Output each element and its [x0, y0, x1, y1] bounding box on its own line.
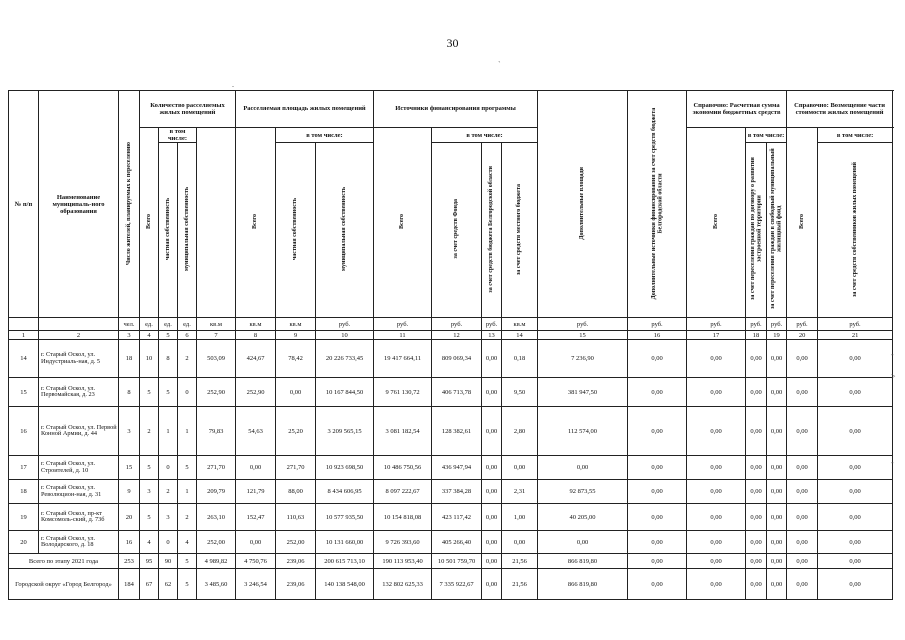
table-cell: 0,00	[818, 407, 893, 456]
table-cell: 3	[140, 480, 159, 504]
table-cell: 0,00	[538, 456, 628, 480]
col-number: 4	[140, 331, 159, 340]
table-cell: 0	[159, 456, 178, 480]
table-cell: 78,42	[276, 340, 316, 378]
table-cell: 92 873,55	[538, 480, 628, 504]
table-cell: 0,00	[687, 531, 746, 554]
table-cell: 9 761 130,72	[374, 378, 432, 407]
total-cell: 21,56	[502, 569, 538, 600]
table-cell: 0,00	[746, 504, 767, 531]
table-cell: 424,67	[236, 340, 276, 378]
unit-cell: руб.	[787, 318, 818, 331]
header-fin-fund: за счет средств Фонда	[453, 199, 460, 260]
header-area-incl: в том числе:	[276, 128, 374, 143]
unit-cell: ед.	[140, 318, 159, 331]
table-cell: 0,00	[767, 480, 787, 504]
table-row	[9, 378, 893, 407]
table-cell: 5	[140, 378, 159, 407]
table-cell: 0,00	[502, 531, 538, 554]
table-cell: 25,20	[276, 407, 316, 456]
col-number: 20	[787, 331, 818, 340]
table-cell: 79,83	[197, 407, 236, 456]
table-cell: 0	[178, 378, 197, 407]
table-cell: 10 577 935,50	[316, 504, 374, 531]
table-cell: 0,00	[787, 531, 818, 554]
table-cell: 8 097 222,67	[374, 480, 432, 504]
table-cell: 252,00	[197, 531, 236, 554]
header-comp-owners: за счет средств собственников жилых помещений	[851, 161, 858, 297]
table-row	[9, 407, 893, 456]
unit-cell: руб.	[316, 318, 374, 331]
unit-cell: руб.	[746, 318, 767, 331]
table-cell: 10 486 750,56	[374, 456, 432, 480]
table-cell: 1	[159, 407, 178, 456]
header-qty-incl: в том числе:	[159, 128, 197, 143]
row-number: 15	[9, 378, 39, 407]
table-cell: 0,00	[276, 378, 316, 407]
table-cell: 0,00	[787, 456, 818, 480]
total-cell: 0,00	[482, 554, 502, 569]
col-number: 15	[538, 331, 628, 340]
total-row	[9, 569, 893, 600]
table-cell: 2	[140, 407, 159, 456]
row-number: 20	[9, 531, 39, 554]
table-cell: 10 154 818,08	[374, 504, 432, 531]
col-number: 9	[276, 331, 316, 340]
col-number: 1	[9, 331, 39, 340]
total-cell: 0,00	[628, 554, 687, 569]
table-cell: 0,00	[787, 407, 818, 456]
table-cell: 0,00	[746, 378, 767, 407]
header-qty-municipal: муниципальная собственность	[183, 187, 190, 272]
table-cell: 10 923 698,50	[316, 456, 374, 480]
col-number: 12	[432, 331, 482, 340]
unit-cell: руб.	[432, 318, 482, 331]
table-cell: 10	[140, 340, 159, 378]
total-cell: 239,06	[276, 554, 316, 569]
table-cell: 0,00	[818, 531, 893, 554]
total-cell: 200 615 713,10	[316, 554, 374, 569]
table-cell: 16	[119, 531, 140, 554]
table-cell: 0,00	[482, 480, 502, 504]
table-cell: 0,00	[767, 531, 787, 554]
table-cell: 9,50	[502, 378, 538, 407]
table-cell: 252,90	[197, 378, 236, 407]
table-row	[9, 531, 893, 554]
table-cell: 0,00	[502, 456, 538, 480]
header-comp-total: Всего	[798, 214, 805, 230]
table-cell: 0	[159, 531, 178, 554]
table-cell: 3	[119, 407, 140, 456]
table-cell: 4	[140, 531, 159, 554]
col-number: 18	[746, 331, 767, 340]
unit-cell: руб.	[687, 318, 746, 331]
table-cell: 405 266,40	[432, 531, 482, 554]
unit-cell: руб.	[538, 318, 628, 331]
col-number: 10	[316, 331, 374, 340]
col-number: 3	[119, 331, 140, 340]
total-cell: 0,00	[746, 569, 767, 600]
unit-cell: руб.	[482, 318, 502, 331]
table-body	[9, 340, 893, 600]
table-cell: 0,00	[746, 407, 767, 456]
table-cell: 2	[159, 480, 178, 504]
table-cell: 0,00	[628, 456, 687, 480]
table-cell: 0,00	[482, 531, 502, 554]
table-cell: 0,00	[818, 378, 893, 407]
table-cell: 112 574,00	[538, 407, 628, 456]
table-cell: 2,31	[502, 480, 538, 504]
total-cell: 0,00	[787, 569, 818, 600]
table-cell: 0,00	[236, 456, 276, 480]
total-cell: 5	[178, 569, 197, 600]
table-cell: 0,00	[767, 378, 787, 407]
header-residents: Число жителей, планируемых к переселению	[125, 141, 132, 265]
unit-cell: кв.м	[276, 318, 316, 331]
table-cell: 0,00	[482, 340, 502, 378]
total-cell: 10 501 759,70	[432, 554, 482, 569]
table-cell: 40 205,00	[538, 504, 628, 531]
table-cell: 0,18	[502, 340, 538, 378]
unit-cell: руб.	[628, 318, 687, 331]
header-comp-incl: в том числе:	[818, 128, 893, 143]
table-cell: 503,09	[197, 340, 236, 378]
table-cell: 0,00	[628, 407, 687, 456]
total-cell: 0,00	[818, 554, 893, 569]
table-cell: 0,00	[236, 531, 276, 554]
unit-cell: ед.	[159, 318, 178, 331]
unit-cell: кв.м	[197, 318, 236, 331]
table-cell: 0,00	[687, 504, 746, 531]
table-row	[9, 504, 893, 531]
municipality-name: г. Старый Оскол, ул. Первой Конной Армии, д. 44	[39, 407, 119, 456]
header-area-group: Расселяемая площадь жилых помещений	[236, 91, 374, 128]
municipality-name: г. Старый Оскол, ул. Строителей, д. 10	[39, 456, 119, 480]
header-num: № п/п	[9, 91, 39, 318]
row-number: 17	[9, 456, 39, 480]
table-cell: 0,00	[628, 378, 687, 407]
header-fin-group: Источники финансирования программы	[374, 91, 538, 128]
table-cell: 10 167 844,50	[316, 378, 374, 407]
header-eco-free: за счет переселения граждан в свободный муниципальный жилищный фонд	[770, 148, 783, 310]
header-economy-group: Справочно: Расчетная сумма экономии бюджетных средств	[687, 91, 787, 128]
table-cell: 0,00	[687, 378, 746, 407]
row-number: 16	[9, 407, 39, 456]
table-cell: 423 117,42	[432, 504, 482, 531]
table-cell: 3 209 565,15	[316, 407, 374, 456]
table-cell: 381 947,50	[538, 378, 628, 407]
table-cell: 0,00	[767, 456, 787, 480]
table-cell: 0,00	[787, 480, 818, 504]
table-cell: 0,00	[482, 456, 502, 480]
total-cell: 0,00	[746, 554, 767, 569]
total-cell: 0,00	[767, 569, 787, 600]
table-cell: 9 726 393,60	[374, 531, 432, 554]
table-cell: 2,80	[502, 407, 538, 456]
unit-cell: руб.	[374, 318, 432, 331]
total-cell: 7 335 922,67	[432, 569, 482, 600]
table-cell: 8 434 606,95	[316, 480, 374, 504]
col-number: 17	[687, 331, 746, 340]
col-number: 16	[628, 331, 687, 340]
total-cell: 4 989,82	[197, 554, 236, 569]
total-cell: 866 819,80	[538, 569, 628, 600]
header-qty-total: Всего	[145, 214, 152, 230]
unit-cell: кв.м	[236, 318, 276, 331]
table-row	[9, 480, 893, 504]
col-number: 19	[767, 331, 787, 340]
table-cell: 9	[119, 480, 140, 504]
table-cell: 0,00	[818, 504, 893, 531]
table-cell: 436 947,94	[432, 456, 482, 480]
total-cell: 21,56	[502, 554, 538, 569]
total-cell: 866 819,80	[538, 554, 628, 569]
total-cell: 253	[119, 554, 140, 569]
table-cell: 0,00	[746, 531, 767, 554]
total-cell: 0,00	[818, 569, 893, 600]
table-cell: 1,00	[502, 504, 538, 531]
col-number: 11	[374, 331, 432, 340]
table-cell: 1	[178, 480, 197, 504]
total-cell: 3 485,60	[197, 569, 236, 600]
total-cell: 0,00	[687, 569, 746, 600]
table-cell: 0,00	[687, 340, 746, 378]
row-number: 14	[9, 340, 39, 378]
table-cell: 0,00	[787, 504, 818, 531]
table-cell: 0,00	[482, 504, 502, 531]
header-area-private: частная собственность	[292, 198, 299, 261]
unit-cell: чел.	[119, 318, 140, 331]
total-cell: 4 750,76	[236, 554, 276, 569]
table-cell: 0,00	[746, 480, 767, 504]
table-cell: 0,00	[538, 531, 628, 554]
table-cell: 3	[159, 504, 178, 531]
table-cell: 252,00	[276, 531, 316, 554]
table-cell: 0,00	[628, 531, 687, 554]
page-number: 30	[446, 36, 459, 50]
col-number: 21	[818, 331, 893, 340]
table-cell: 20	[119, 504, 140, 531]
total-cell: 0,00	[482, 569, 502, 600]
unit-cell: кв.м	[502, 318, 538, 331]
total-label: Городской округ «Город Белгород»	[9, 569, 119, 600]
table-cell: 0,00	[746, 456, 767, 480]
col-number: 2	[39, 331, 119, 340]
header-fin-local: за счет средств местного бюджета	[516, 183, 523, 275]
table-cell: 406 713,78	[432, 378, 482, 407]
table-row	[9, 340, 893, 378]
municipality-name: г. Старый Оскол, ул. Володарского, д. 18	[39, 531, 119, 554]
table-cell: 20 226 733,45	[316, 340, 374, 378]
table-cell: 0,00	[687, 456, 746, 480]
total-cell: 95	[140, 554, 159, 569]
header-eco-contract: за счет переселения граждан по договору о развитии застроенной территории	[749, 157, 763, 301]
table-cell: 0,00	[787, 340, 818, 378]
municipality-name: г. Старый Оскол, ул. Индустриаль-ная, д. 5	[39, 340, 119, 378]
table-cell: 128 382,61	[432, 407, 482, 456]
table-cell: 263,10	[197, 504, 236, 531]
total-cell: 140 138 548,00	[316, 569, 374, 600]
table-cell: 121,79	[236, 480, 276, 504]
table-cell: 110,63	[276, 504, 316, 531]
table-row	[9, 456, 893, 480]
header-comp-group: Справочно: Возмещение части стоимости жилых помещений	[787, 91, 893, 128]
total-cell: 190 113 953,40	[374, 554, 432, 569]
table-cell: 5	[178, 456, 197, 480]
col-number: 13	[482, 331, 502, 340]
header-name: Наименование муниципаль-ного образования	[39, 91, 119, 318]
total-cell: 62	[159, 569, 178, 600]
col-number: 6	[178, 331, 197, 340]
header-fin-region: за счет средств бюджета Белгородской области	[488, 165, 495, 293]
table-cell: 0,00	[818, 480, 893, 504]
total-cell: 5	[178, 554, 197, 569]
table-cell: 0,00	[687, 480, 746, 504]
table-cell: 809 069,34	[432, 340, 482, 378]
col-number: 8	[236, 331, 276, 340]
municipality-name: г. Старый Оскол, пр-кт Комсомоль-ский, д. 73б	[39, 504, 119, 531]
table-cell: 0,00	[767, 407, 787, 456]
table-cell: 3 081 182,54	[374, 407, 432, 456]
table-cell: 88,00	[276, 480, 316, 504]
total-cell: 239,06	[276, 569, 316, 600]
municipality-name: г. Старый Оскол, ул. Первомайская, д. 23	[39, 378, 119, 407]
table-cell: 2	[178, 504, 197, 531]
header-qty-group: Количество расселяемых жилых помещений	[140, 91, 236, 128]
table-cell: 0,00	[767, 504, 787, 531]
table-cell: 0,00	[482, 378, 502, 407]
table-cell: 0,00	[628, 504, 687, 531]
table-cell: 0,00	[628, 340, 687, 378]
col-number: 7	[197, 331, 236, 340]
total-cell: 3 246,54	[236, 569, 276, 600]
table-cell: 18	[119, 340, 140, 378]
table-cell: 152,47	[236, 504, 276, 531]
table-cell: 0,00	[687, 407, 746, 456]
total-cell: 90	[159, 554, 178, 569]
total-cell: 0,00	[787, 554, 818, 569]
table-cell: 0,00	[787, 378, 818, 407]
table-cell: 271,70	[197, 456, 236, 480]
table-cell: 19 417 664,11	[374, 340, 432, 378]
table-cell: 271,70	[276, 456, 316, 480]
row-number: 19	[9, 504, 39, 531]
table-cell: 10 131 660,00	[316, 531, 374, 554]
unit-cell: руб.	[767, 318, 787, 331]
table-cell: 0,00	[767, 340, 787, 378]
table-cell: 8	[159, 340, 178, 378]
header-area-municipal: муниципальная собственность	[341, 187, 348, 272]
header-fin-incl: в том числе:	[432, 128, 538, 143]
table-cell: 7 236,90	[538, 340, 628, 378]
table-cell: 337 384,28	[432, 480, 482, 504]
header-eco-incl: в том числе:	[746, 128, 787, 143]
total-cell: 67	[140, 569, 159, 600]
table-cell: 5	[159, 378, 178, 407]
table-cell: 0,00	[746, 340, 767, 378]
resettlement-table	[8, 90, 893, 600]
table-cell: 4	[178, 531, 197, 554]
total-label: Всего по этапу 2021 года	[9, 554, 119, 569]
table-cell: 5	[140, 504, 159, 531]
table-cell: 54,63	[236, 407, 276, 456]
row-number: 18	[9, 480, 39, 504]
table-cell: 0,00	[818, 456, 893, 480]
table-cell: 1	[178, 407, 197, 456]
unit-cell: ед.	[178, 318, 197, 331]
table-cell: 0,00	[482, 407, 502, 456]
total-cell: 132 802 625,33	[374, 569, 432, 600]
table-cell: 8	[119, 378, 140, 407]
table-cell: 5	[140, 456, 159, 480]
total-row	[9, 554, 893, 569]
header-extra-fin: Дополнительные источники финансирования за счет средств бюджета Белгородской области	[650, 107, 664, 299]
municipality-name: г. Старый Оскол, ул. Революцион-ная, д. 31	[39, 480, 119, 504]
col-number: 14	[502, 331, 538, 340]
table-cell: 209,79	[197, 480, 236, 504]
total-cell: 0,00	[628, 569, 687, 600]
header-qty-private: частная собственность	[164, 198, 171, 261]
header-eco-total: Всего	[712, 214, 719, 230]
table-cell: 0,00	[628, 480, 687, 504]
table-cell: 0,00	[818, 340, 893, 378]
table-cell: 2	[178, 340, 197, 378]
unit-cell: руб.	[818, 318, 893, 331]
table-cell: 15	[119, 456, 140, 480]
table-cell: 252,90	[236, 378, 276, 407]
total-cell: 0,00	[767, 554, 787, 569]
header-area-total: Всего	[252, 214, 259, 230]
header-extra-area: Дополнительные площади	[579, 166, 586, 240]
header-fin-total: Всего	[399, 214, 406, 230]
total-cell: 0,00	[687, 554, 746, 569]
col-number: 5	[159, 331, 178, 340]
total-cell: 184	[119, 569, 140, 600]
